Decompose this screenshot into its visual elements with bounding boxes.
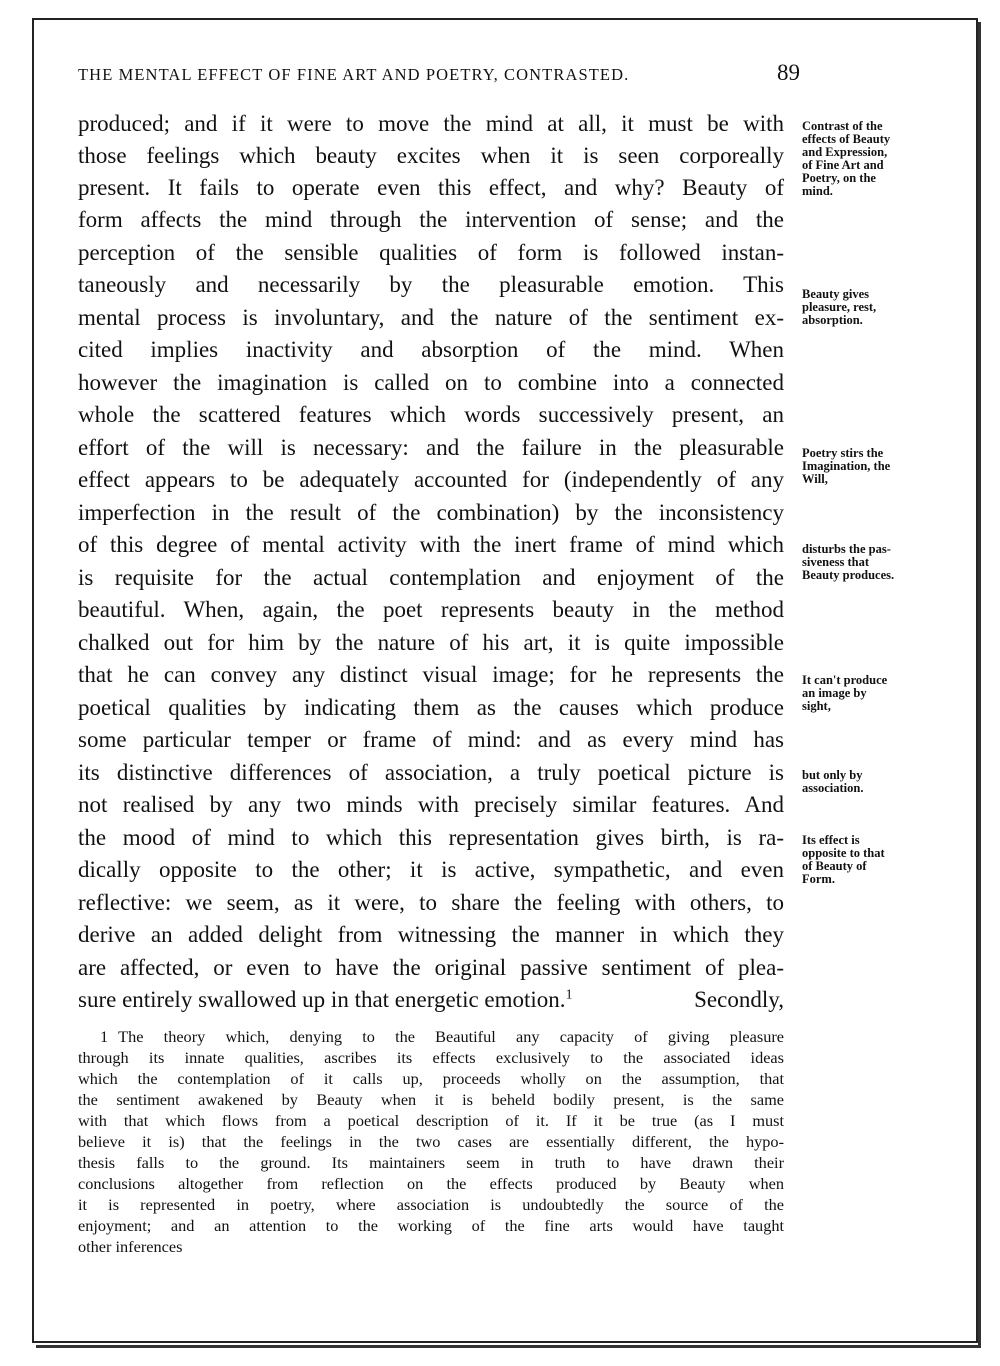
body-line: whole the scattered features which words successively present, an	[78, 402, 784, 427]
body-line: form affects the mind through the intervention of sense; and the	[78, 207, 784, 232]
margin-note-line: disturbs the pas-	[802, 542, 891, 556]
margin-note-line: effects of Beauty	[802, 132, 891, 146]
running-head	[78, 60, 800, 86]
margin-note-line: pleasure, rest,	[802, 300, 877, 314]
body-line-fragment: sure entirely swallowed up in that energetic emotion.	[78, 987, 566, 1012]
footnote-line: which the contemplation of it calls up, proceeds wholly on the assumption, that	[78, 1069, 784, 1088]
body-line: is requisite for the actual contemplation and enjoyment of the	[78, 565, 784, 590]
body-line: however the imagination is called on to combine into a connected	[78, 370, 784, 395]
body-line: imperfection in the result of the combination) by the inconsistency	[78, 500, 784, 525]
body-line: those feelings which beauty excites when it is seen corporeally	[78, 143, 784, 168]
body-line: beautiful. When, again, the poet represents beauty in the method	[78, 597, 784, 622]
page-number: 89	[777, 60, 800, 85]
margin-note-line: and Expression,	[802, 145, 888, 159]
footnote-number: 1	[100, 1027, 109, 1046]
body-line: present. It fails to operate even this effect, and why? Beauty of	[78, 175, 784, 200]
footnote-line: the sentiment awakened by Beauty when it is beheld bodily present, is the same	[78, 1090, 784, 1109]
page-border-shadow-right	[978, 22, 981, 1348]
body-line: are affected, or even to have the original passive sentiment of plea-	[78, 955, 784, 980]
body-line: mental process is involuntary, and the nature of the sentiment ex-	[78, 305, 784, 330]
footnote-line: with that which flows from a poetical description of it. If it be true (as I must	[78, 1111, 784, 1130]
body-line-text	[78, 984, 572, 1016]
footnote-reference[interactable]: 1	[565, 986, 573, 1002]
margin-note-line: Contrast of the	[802, 119, 883, 133]
body-line: cited implies inactivity and absorption of the mind. When	[78, 337, 784, 362]
margin-note	[802, 543, 942, 582]
body-line: taneously and necessarily by the pleasurable emotion. This	[78, 272, 784, 297]
page-border-shadow-bottom	[36, 1345, 980, 1348]
margin-note	[802, 120, 942, 198]
body-line: perception of the sensible qualities of form is followed instan-	[78, 240, 784, 265]
margin-note-line: absorption.	[802, 313, 863, 327]
margin-note	[802, 834, 942, 886]
footnote-line: conclusions altogether from reflection on the effects produced by Beauty when	[78, 1174, 784, 1193]
body-line: effort of the will is necessary: and the failure in the pleasurable	[78, 435, 784, 460]
footnote-line	[78, 1027, 784, 1048]
margin-note-line: siveness that	[802, 555, 870, 569]
footnote-line-text: The theory which, denying to the Beautiful any capacity of giving pleasure	[118, 1027, 784, 1046]
footnote-line: other inferences	[78, 1237, 183, 1256]
body-line: the mood of mind to which this representation gives birth, is ra-	[78, 825, 784, 850]
margin-note-line: but only by	[802, 768, 863, 782]
margin-note-line: of Fine Art and	[802, 158, 884, 172]
margin-note-line: an image by	[802, 686, 867, 700]
body-line: of this degree of mental activity with the inert frame of mind which	[78, 532, 784, 557]
margin-note-line: Beauty gives	[802, 287, 870, 301]
body-line: produced; and if it were to move the mind at all, it must be with	[78, 111, 784, 136]
footnote-line: it is represented in poetry, where association is undoubtedly the source of the	[78, 1195, 784, 1214]
body-line: chalked out for him by the nature of his art, it is quite impossible	[78, 630, 784, 655]
margin-note	[802, 674, 942, 713]
running-head-title: THE MENTAL EFFECT OF FINE ART AND POETRY, CONTRASTED.	[78, 65, 630, 84]
body-line: poetical qualities by indicating them as the causes which produce	[78, 695, 784, 720]
footnote-line: believe it is) that the feelings in the two cases are essentially different, the hypo-	[78, 1132, 784, 1151]
margin-note-line: Will,	[802, 472, 828, 486]
footnote-line: through its innate qualities, ascribes its effects exclusively to the associated ideas	[78, 1048, 784, 1067]
margin-note	[802, 769, 942, 795]
margin-note-line: Poetry, on the	[802, 171, 876, 185]
footnote-line: enjoyment; and an attention to the working of the fine arts would have taught	[78, 1216, 784, 1235]
footnote-line: thesis falls to the ground. Its maintainers seem in truth to have drawn their	[78, 1153, 784, 1172]
margin-note-line: It can't produce	[802, 673, 888, 687]
margin-note	[802, 288, 942, 327]
body-line: not realised by any two minds with precisely similar features. And	[78, 792, 784, 817]
body-line	[78, 984, 784, 1016]
margin-note-line: opposite to that	[802, 846, 885, 860]
margin-note-line: Its effect is	[802, 833, 860, 847]
margin-note-line: mind.	[802, 184, 833, 198]
margin-note-line: Imagination, the	[802, 459, 891, 473]
body-line: effect appears to be adequately accounted for (independently of any	[78, 467, 784, 492]
body-line: reflective: we seem, as it were, to share the feeling with others, to	[78, 890, 784, 915]
body-line: some particular temper or frame of mind: and as every mind has	[78, 727, 784, 752]
margin-note-line: of Beauty of	[802, 859, 867, 873]
body-line: dically opposite to the other; it is active, sympathetic, and even	[78, 857, 784, 882]
margin-note-line: Form.	[802, 872, 835, 886]
margin-note-line: Beauty produces.	[802, 568, 895, 582]
margin-note-line: Poetry stirs the	[802, 446, 884, 460]
body-line-text: Secondly,	[694, 987, 784, 1012]
body-line: derive an added delight from witnessing the manner in which they	[78, 922, 784, 947]
margin-note	[802, 447, 942, 486]
margin-note-line: association.	[802, 781, 864, 795]
body-line: its distinctive differences of association, a truly poetical picture is	[78, 760, 784, 785]
margin-note-line: sight,	[802, 699, 831, 713]
body-line: that he can convey any distinct visual image; for he represents the	[78, 662, 784, 687]
